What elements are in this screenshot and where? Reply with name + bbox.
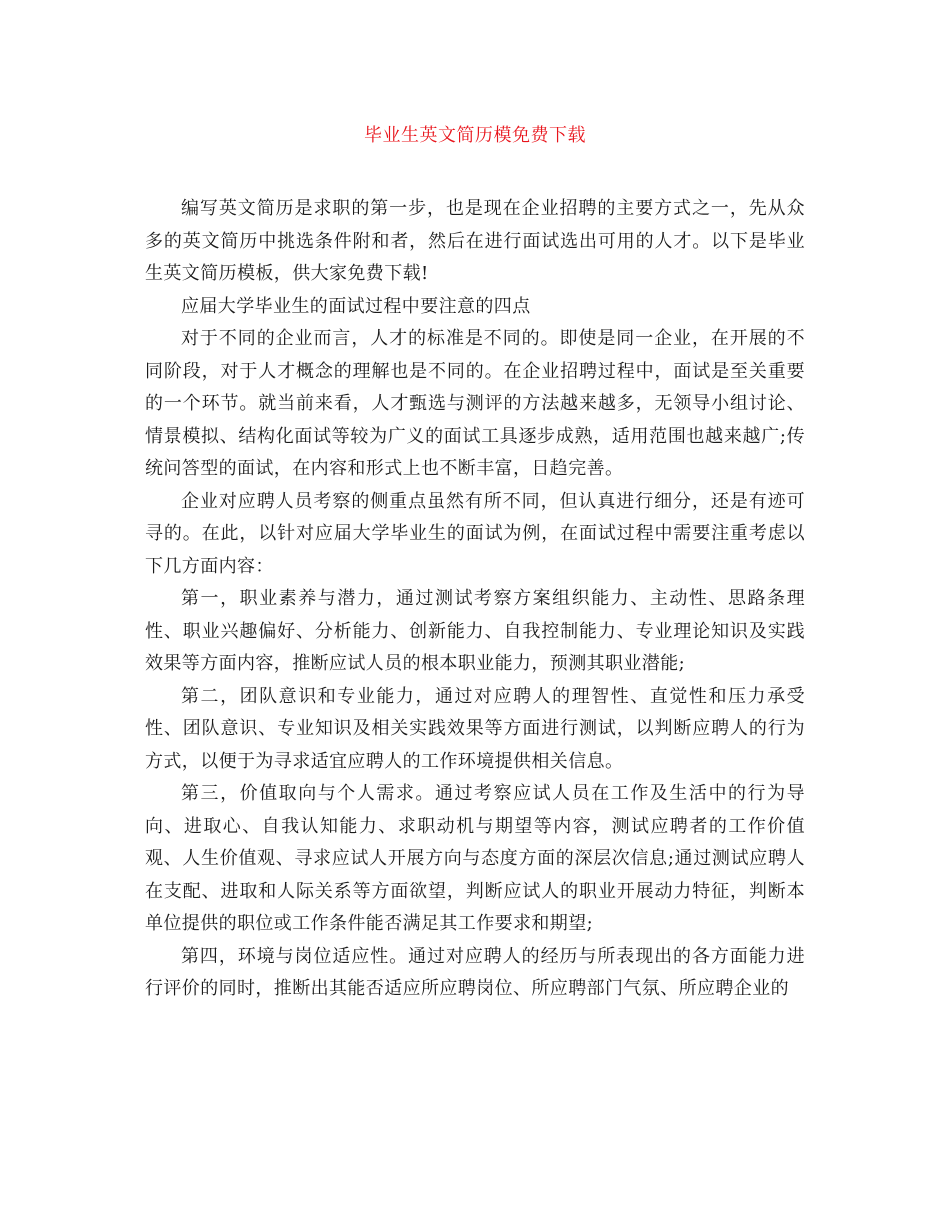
- document-title: 毕业生英文简历模免费下载: [364, 125, 586, 146]
- paragraph-intro: 编写英文简历是求职的第一步，也是现在企业招聘的主要方式之一，先从众多的英文简历中挑选条件附和者，然后在进行面试选出可用的人才。以下是毕业生英文简历模板，供大家免费下载!: [145, 198, 805, 284]
- paragraph-point-three: 第三，价值取向与个人需求。通过考察应试人员在工作及生活中的行为导向、进取心、自我认知能力、求职动机与期望等内容，测试应聘者的工作价值观、人生价值观、寻求应试人开展方向与态度方面的深层次信息;通过测试应聘人在支配、进取和人际关系等方面欲望，判断应试人的职业开展动力特征，判断本单位提供的职位或工作条件能否满足其工作要求和期望;: [145, 783, 805, 934]
- paragraph-interview-focus: 企业对应聘人员考察的侧重点虽然有所不同，但认真进行细分，还是有迹可寻的。在此，以针对应届大学毕业生的面试为例，在面试过程中需要注重考虑以下几方面内容：: [145, 490, 805, 577]
- paragraph-point-four: 第四，环境与岗位适应性。通过对应聘人的经历与所表现出的各方面能力进行评价的同时，推断出其能否适应所应聘岗位、所应聘部门气氛、所应聘企业的: [145, 945, 805, 999]
- paragraph-point-two: 第二，团队意识和专业能力，通过对应聘人的理智性、直觉性和压力承受性、团队意识、专业知识及相关实践效果等方面进行测试，以判断应聘人的行为方式，以便于为寻求适宜应聘人的工作环境提供相关信息。: [145, 685, 805, 772]
- paragraph-point-one: 第一，职业素养与潜力，通过测试考察方案组织能力、主动性、思路条理性、职业兴趣偏好、分析能力、创新能力、自我控制能力、专业理论知识及实践效果等方面内容，推断应试人员的根本职业能力，预测其职业潜能;: [145, 588, 805, 674]
- paragraph-heading: 应届大学毕业生的面试过程中要注意的四点: [181, 295, 531, 317]
- paragraph-talent-standards: 对于不同的企业而言，人才的标准是不同的。即使是同一企业，在开展的不同阶段，对于人才概念的理解也是不同的。在企业招聘过程中，面试是至关重要的一个环节。就当前来看，人才甄选与测评的方法越来越多，无领导小组讨论、情景模拟、结构化面试等较为广义的面试工具逐步成熟，适用范围也越来越广;传统问答型的面试，在内容和形式上也不断丰富，日趋完善。: [145, 328, 805, 479]
- document-body: [145, 193, 805, 1006]
